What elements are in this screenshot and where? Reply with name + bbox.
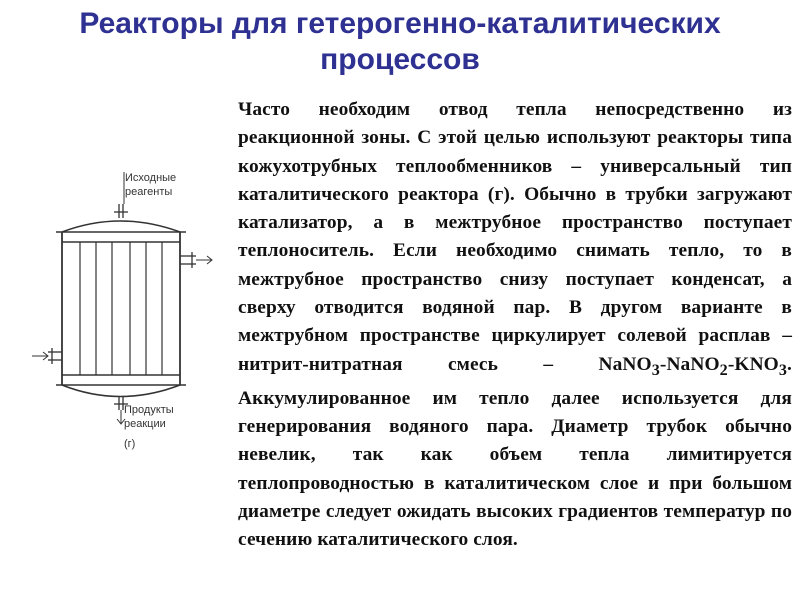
body-text-part3: -KNO bbox=[727, 353, 779, 375]
outlet-label-line1: Продукты bbox=[124, 404, 174, 416]
subscript-nano3: 3 bbox=[651, 361, 660, 379]
body-text-part4: . Аккумулированное им тепло далее используется для генерирования водяного пара. Диаметр трубок обычно невелик, так как объем тепла лимитируется теплопроводностью в каталитическом слое и при большом диаметре следует ожидать высоких градиентов температур по сечению каталитического слоя. bbox=[238, 353, 792, 551]
slide-title-line1: Реакторы для гетерогенно-каталитических bbox=[79, 7, 721, 40]
reactor-top-head bbox=[62, 221, 180, 232]
body-text-part1: Часто необходим отвод тепла непосредственно из реакционной зоны. С этой целью используют реакторы типа кожухотрубных теплообменников – универсальный тип каталитического реактора (г). Обычно в трубки загружают катализатор, а в межтрубное пространство поступает теплоноситель. Если необходимо снимать тепло, то в межтрубное пространство снизу поступает конденсат, а сверху отводится водяной пар. В другом варианте в межтрубном пространстве циркулирует солевой расплав – нитрит-нитратная смесь – NaNO bbox=[238, 99, 792, 375]
body-text-part2: -NaNO bbox=[659, 353, 720, 375]
reactor-tubes bbox=[80, 242, 162, 375]
variant-label: (г) bbox=[124, 438, 136, 450]
body-paragraph bbox=[238, 96, 792, 555]
inlet-label-line2: реагенты bbox=[125, 186, 173, 198]
outlet-label-line2: реакции bbox=[124, 418, 166, 430]
subscript-kno3: 3 bbox=[778, 361, 788, 379]
subscript-nano2: 2 bbox=[719, 361, 728, 379]
reactor-diagram bbox=[20, 160, 220, 460]
reactor-bottom-head bbox=[62, 385, 180, 397]
slide-title-line2: процессов bbox=[320, 43, 480, 76]
slide-title bbox=[0, 6, 800, 78]
inlet-label-line1: Исходные bbox=[125, 172, 177, 184]
